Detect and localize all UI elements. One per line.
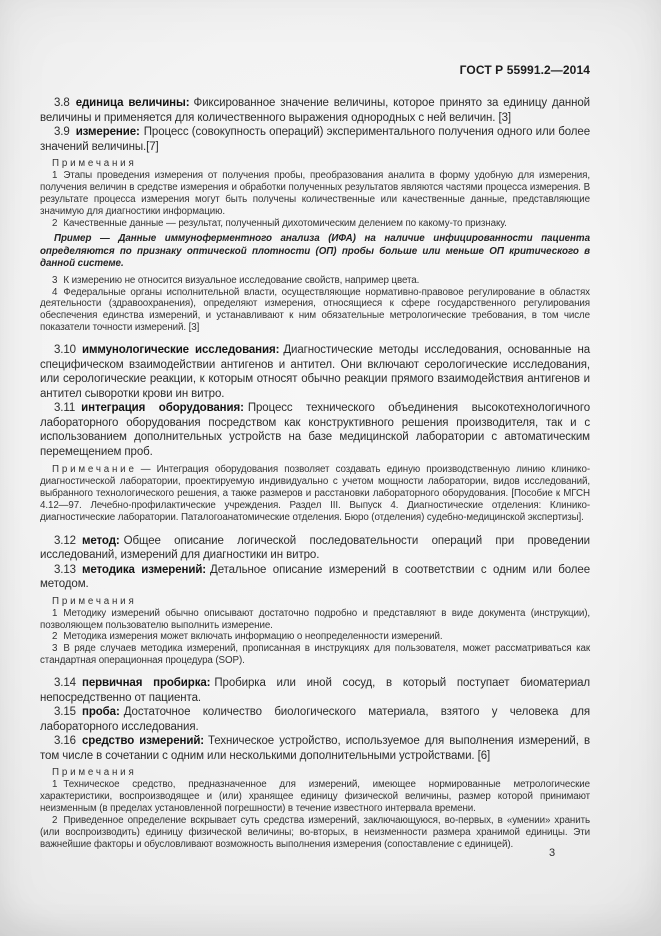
term-number: 3.13 [54, 563, 76, 576]
note-text: Техническое средство, предназначенное для измерений, имеющее нормированные метрологические характеристики, воспроизводящее и (или) хранящее единицу физической величины, размер которой принимают неизменным (в пределах установленной погрешности) в течение известного интервала времени. [40, 779, 590, 814]
notes-3-9 [40, 158, 590, 334]
term-title: единица величины: [75, 97, 190, 109]
term-title: интеграция оборудования: [81, 402, 244, 415]
term-number: 3.16 [54, 735, 76, 748]
note-number: 3 [52, 274, 58, 286]
term-3-9 [40, 125, 590, 154]
note-number: 1 [52, 607, 58, 619]
note-number: 1 [52, 169, 58, 181]
term-3-13 [40, 563, 590, 592]
notes-3-16 [40, 767, 590, 850]
term-title: методика измерений: [81, 563, 207, 576]
note-3-11 [40, 464, 590, 524]
note-number: 2 [52, 217, 58, 229]
term-definition: Диагностические методы исследования, основанные на специфическом взаимодействии антигенов и антител. Они включают серологические исследования, или серологические реакции, к которым относят обычно реакции прямого взаимодействия антигенов и антител сыворотки крови ин витро. [40, 344, 590, 400]
note-lead: Примечание [52, 464, 137, 476]
term-number: 3.9 [54, 126, 70, 138]
term-title: иммунологические исследования: [81, 344, 280, 357]
term-title: первичная пробирка: [81, 677, 211, 690]
note-number: 3 [52, 643, 58, 655]
term-3-10 [40, 343, 590, 401]
note-text: Федеральные органы исполнительной власти, осуществляющие нормативно-правовое регулирование в областях деятельности (здравоохранения), определяют измерения, относящиеся к сфере государственного регулирования обеспечения единства измерений, и устанавливают к ним обязательные метрологические требования, в том числе показатели точности измерений. [3] [40, 286, 590, 334]
notes-heading: Примечания [52, 158, 137, 169]
term-3-14 [40, 676, 590, 705]
page-number: 3 [549, 847, 556, 859]
term-3-8 [40, 96, 590, 125]
term-title: средство измерений: [81, 735, 205, 748]
note-text: К измерению не относится визуальное исследование свойств, например цвета. [63, 274, 420, 286]
term-number: 3.15 [54, 706, 76, 719]
term-definition: Детальное описание измерений в соответствии с одним или более методом. [40, 563, 590, 591]
term-number: 3.12 [54, 534, 76, 547]
term-definition: Процесс (совокупность операций) экспериментального получения одного или более значений величины.[7] [40, 126, 590, 153]
term-definition: Общее описание логической последовательности операций при проведении исследований, измерений для диагностики ин витро. [40, 534, 590, 562]
note-item [40, 275, 590, 287]
note-item [40, 631, 590, 643]
note-item [40, 287, 590, 335]
note-item [40, 815, 590, 851]
term-definition: Фиксированное значение величины, которое принято за единицу данной величины и применяется для количественного выражения однородных с ней величин. [3] [40, 97, 590, 124]
term-number: 3.14 [54, 677, 76, 690]
note-item [40, 608, 590, 632]
term-3-15 [40, 705, 590, 734]
note-number: 2 [52, 631, 58, 643]
note-item [40, 643, 590, 667]
term-title: проба: [81, 706, 120, 719]
notes-heading: Примечания [52, 767, 137, 779]
note-text: В ряде случаев методика измерений, прописанная в инструкциях для пользователя, может рассматриваться как стандартная операционная процедура (SOP). [40, 643, 590, 667]
note-text: Качественные данные — результат, полученный дихотомическим делением по какому-то признаку. [63, 217, 507, 229]
doc-code: ГОСТ Р 55991.2—2014 [459, 63, 590, 77]
note-number: 1 [52, 779, 58, 791]
term-title: измерение: [75, 126, 140, 138]
note-item [40, 779, 590, 815]
example-text: Пример — Данные иммуноферментного анализа (ИФА) на наличие инфицированности пациента определяются по признаку оптической плотности (ОП) пробы больше или меньше ОП критического в данной системе. [40, 233, 590, 270]
term-number: 3.10 [54, 344, 76, 357]
notes-3-13 [40, 596, 590, 667]
note-text: Приведенное определение вскрывает суть средства измерений, заключающуюся, во-первых, в «умении» хранить (или воспроизводить) единицу физической величины; во-вторых, в неизменности размера хранимой единицы. Эти важнейшие факторы и обусловливают возможность выполнения измерения (сопоставление с единицей). [40, 814, 590, 850]
term-title: метод: [81, 534, 120, 547]
term-definition: Техническое устройство, используемое для выполнения измерений, в том числе в сочетании с одним или несколькими дополнительными устройствами. [6] [40, 735, 590, 762]
note-text: Этапы проведения измерения от получения пробы, преобразования аналита в форму удобную для измерения, получения величин в средстве измерения и обработки полученных результатов являются частями процесса измерения. В результате процесса измерения могут быть получены количественные или качественные данные, представляющие значимую для диагностики информацию. [40, 169, 590, 217]
note-number: 2 [52, 814, 58, 826]
notes-heading: Примечания [52, 595, 137, 607]
term-3-16 [40, 734, 590, 763]
note-item [40, 218, 590, 230]
note-item [40, 170, 590, 218]
term-definition: Достаточное количество биологического материала, взятого у человека для лабораторного исследования. [40, 706, 590, 733]
term-definition: Пробирка или иной сосуд, в который поступает биоматериал непосредственно от пациента. [40, 677, 590, 704]
term-definition: Процесс технического объединения высокотехнологичного лабораторного оборудования посредством как конструктивного решения производителя, так и с использованием дополнительных устройств на базе медицинской лаборатории с автоматическим перемещением проб. [40, 402, 590, 458]
note-text: Методику измерений обычно описывают достаточно подробно и представляют в виде документа (инструкции), позволяющем пользователю выполнить измерение. [40, 607, 590, 631]
note-text: Методика измерения может включать информацию о неопределенности измерений. [63, 631, 443, 643]
term-3-12 [40, 534, 590, 563]
note-text: — Интеграция оборудования позволяет создавать единую производственную линию клинико-диагностической лаборатории, проектируемую индивидуально с учетом мощности лаборатории, видов исследований, выбранного технологического решения, а также размеров и расстановки лабораторного оборудования. [Пособие к МГСН 4.12—97. Лечебно-профилактические учреждения. Раздел III. Выпуск 4. Диагностические отделения: Клинико-диагностические лаборатории. Паталогоанатомические отделения. Бюро (отделения) судебно-медицинской экспертизы]. [40, 464, 590, 523]
term-number: 3.11 [54, 402, 76, 415]
term-number: 3.8 [54, 97, 70, 109]
term-3-11 [40, 401, 590, 459]
note-number: 4 [52, 286, 58, 298]
